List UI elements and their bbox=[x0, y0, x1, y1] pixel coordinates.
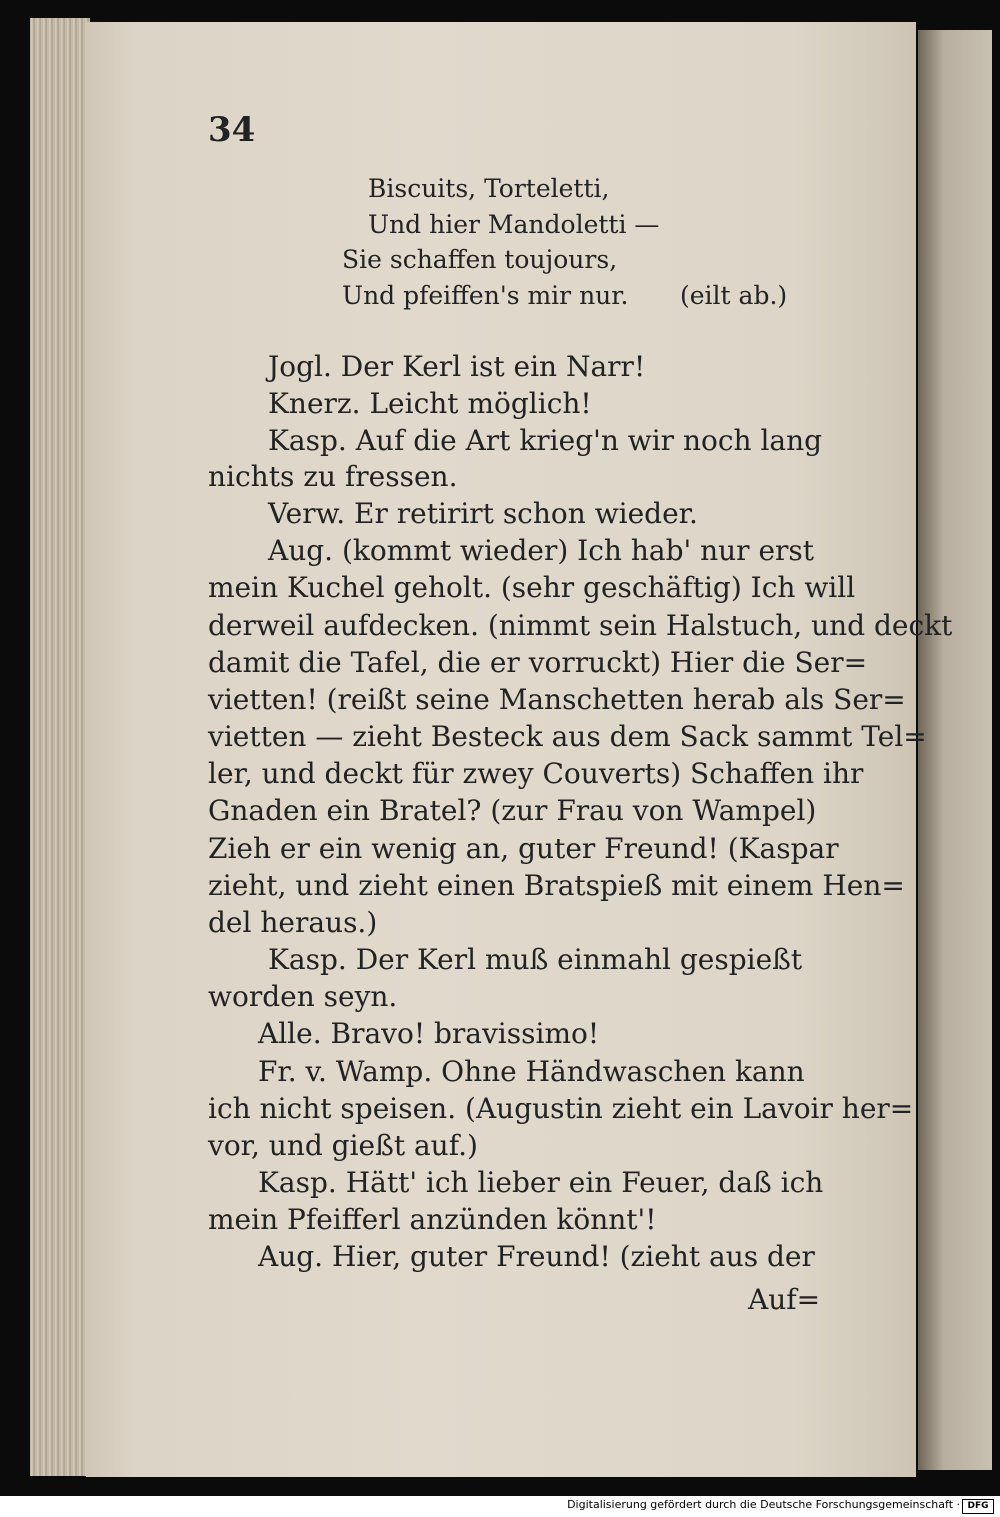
text-line: worden seyn. bbox=[208, 980, 398, 1013]
verse-line: Sie schaffen toujours, bbox=[342, 245, 618, 274]
text-line: Knerz. Leicht möglich! bbox=[268, 387, 592, 420]
text-line: vietten — zieht Besteck aus dem Sack sammt Tel= bbox=[208, 720, 927, 753]
text-line: Kasp. Hätt' ich lieber ein Feuer, daß ich bbox=[258, 1166, 824, 1199]
catchword: Auf= bbox=[748, 1283, 821, 1316]
stage-direction: (eilt ab.) bbox=[680, 281, 788, 310]
dfg-logo: DFG bbox=[962, 1499, 994, 1514]
text-line: Kasp. Der Kerl muß einmahl gespießt bbox=[268, 943, 803, 976]
verse-line: Biscuits, Torteletti, bbox=[368, 174, 610, 203]
text-line: Verw. Er retirirt schon wieder. bbox=[268, 497, 698, 530]
next-page-edge bbox=[918, 30, 992, 1470]
text-line: mein Kuchel geholt. (sehr geschäftig) Ich will bbox=[208, 571, 856, 604]
footer-text: Digitalisierung gefördert durch die Deutsche Forschungsgemeinschaft · bbox=[567, 1498, 960, 1511]
text-line: zieht, und zieht einen Bratspieß mit einem Hen= bbox=[208, 869, 905, 902]
page-number: 34 bbox=[208, 110, 256, 150]
text-line: ler, und deckt für zwey Couverts) Schaffen ihr bbox=[208, 757, 864, 790]
verse-line: Und hier Mandoletti — bbox=[368, 210, 660, 239]
text-line: mein Pfeifferl anzünden könnt'! bbox=[208, 1203, 657, 1236]
verse-line: Und pfeiffen's mir nur. bbox=[342, 281, 629, 310]
text-line: Gnaden ein Bratel? (zur Frau von Wampel) bbox=[208, 794, 817, 827]
text-line: vietten! (reißt seine Manschetten herab als Ser= bbox=[208, 683, 906, 716]
text-line: del heraus.) bbox=[208, 906, 378, 939]
text-line: Jogl. Der Kerl ist ein Narr! bbox=[268, 350, 646, 383]
text-line: Aug. (kommt wieder) Ich hab' nur erst bbox=[268, 534, 815, 567]
text-line: Kasp. Auf die Art krieg'n wir noch lang bbox=[268, 424, 823, 457]
text-line: nichts zu fressen. bbox=[208, 460, 458, 493]
text-line: Aug. Hier, guter Freund! (zieht aus der bbox=[258, 1240, 815, 1273]
text-line: derweil aufdecken. (nimmt sein Halstuch, und deckt bbox=[208, 609, 953, 642]
text-line: vor, und gießt auf.) bbox=[208, 1129, 478, 1162]
text-line: ich nicht speisen. (Augustin zieht ein Lavoir her= bbox=[208, 1092, 914, 1125]
text-line: damit die Tafel, die er vorruckt) Hier die Ser= bbox=[208, 646, 868, 679]
text-line: Alle. Bravo! bravissimo! bbox=[258, 1017, 600, 1050]
footer-bar bbox=[0, 1496, 1000, 1517]
text-line: Zieh er ein wenig an, guter Freund! (Kaspar bbox=[208, 832, 839, 865]
page-edge bbox=[30, 18, 90, 1476]
text-line: Fr. v. Wamp. Ohne Händwaschen kann bbox=[258, 1055, 805, 1088]
